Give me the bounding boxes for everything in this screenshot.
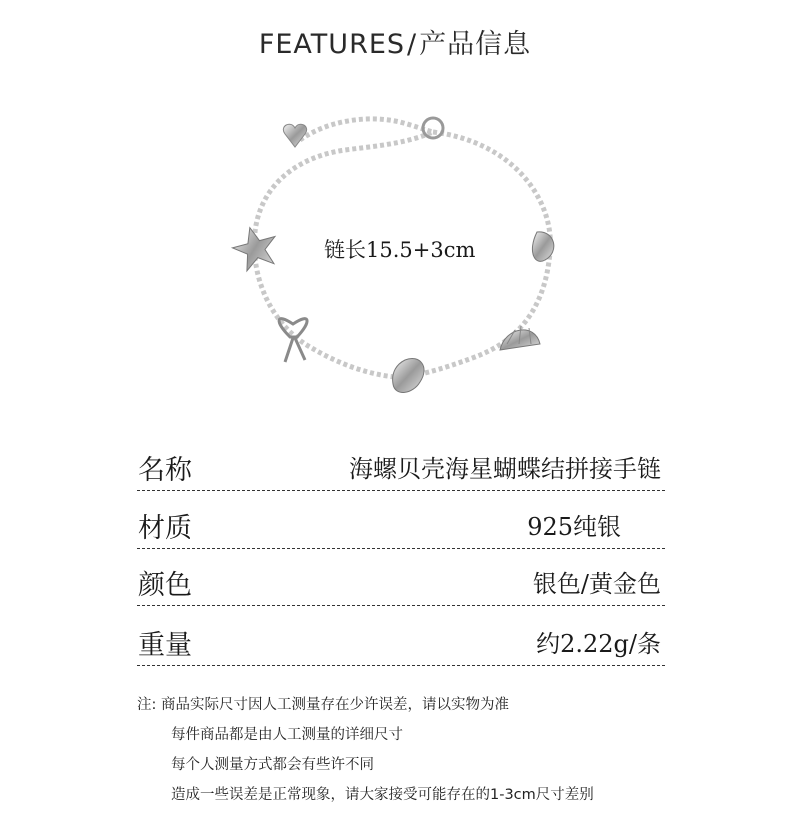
note-line: 每个人测量方式都会有些许不同 [171, 757, 374, 773]
spec-value: 925纯银 [527, 513, 621, 541]
spec-value: 海螺贝壳海星蝴蝶结拼接手链 [349, 455, 661, 483]
spec-key: 材质 [138, 513, 192, 544]
title-en: FEATURES [258, 29, 406, 60]
notes [137, 690, 594, 810]
note-line: 造成一些误差是正常现象，请大家接受可能存在的1-3cm尺寸差别 [171, 787, 594, 803]
title-separator: / [407, 29, 418, 60]
spec-key: 颜色 [138, 570, 192, 601]
note-line: 注: 商品实际尺寸因人工测量存在少许误差，请以实物为准 [137, 697, 509, 713]
chain-length-label: 链长15.5+3cm [324, 238, 476, 262]
spec-value: 银色/黄金色 [532, 570, 661, 598]
title-cn: 产品信息 [419, 29, 532, 60]
spec-row-material [137, 508, 665, 549]
note-line: 每件商品都是由人工测量的详细尺寸 [171, 727, 403, 743]
spec-value: 约2.22g/条 [536, 630, 661, 658]
spec-key: 名称 [138, 455, 192, 486]
spec-row-name [137, 450, 665, 491]
page-title [0, 22, 790, 61]
spec-key: 重量 [138, 630, 192, 661]
spec-row-color [137, 565, 665, 606]
spec-row-weight [137, 625, 665, 666]
